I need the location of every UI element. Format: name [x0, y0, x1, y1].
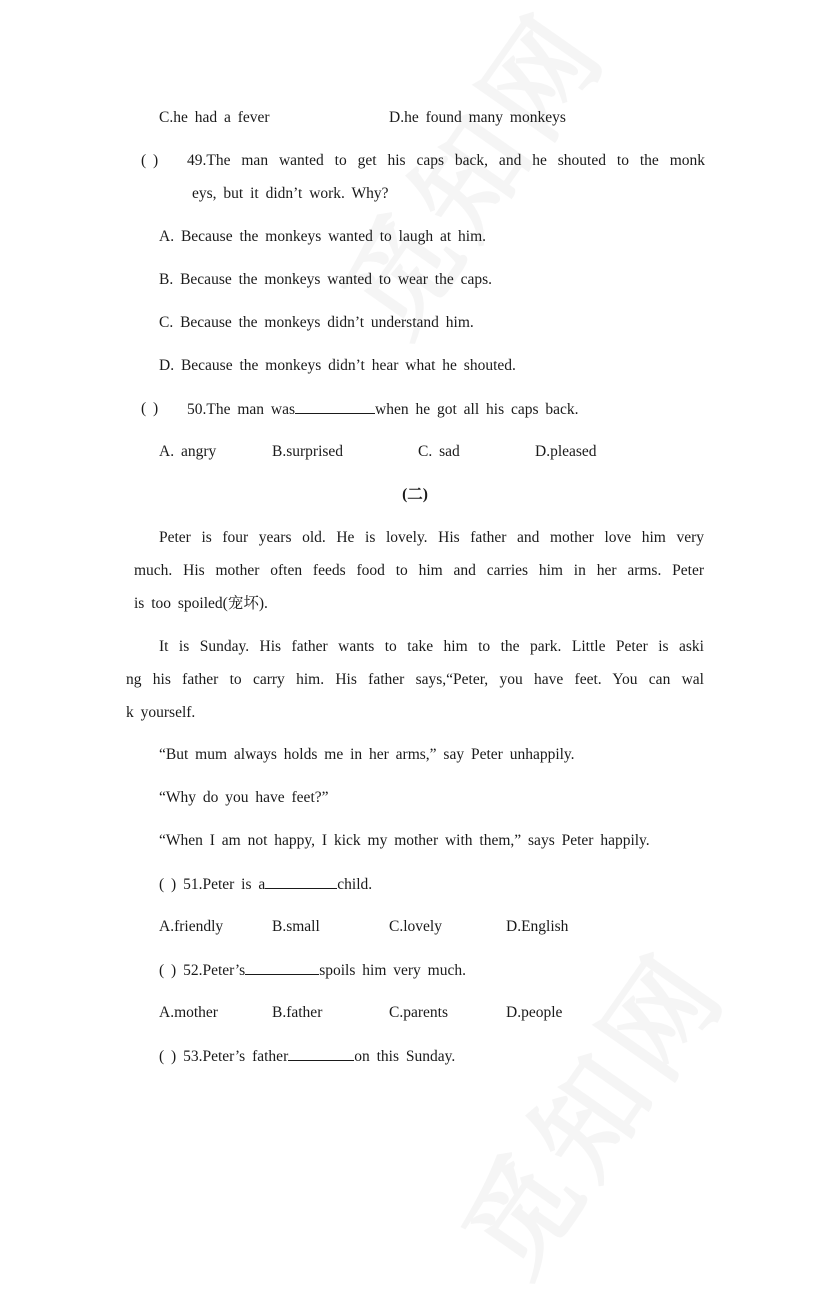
- q48-option-d: D.he found many monkeys: [389, 109, 566, 126]
- q53-paren: ( ): [159, 1048, 177, 1065]
- q53-answer-blank[interactable]: [288, 1046, 354, 1061]
- q51-stem: [159, 874, 372, 895]
- q52-stem-before: 52.Peter’s: [183, 962, 246, 979]
- q50-option-b: B.surprised: [272, 443, 344, 460]
- q51-option-c: C.lovely: [389, 918, 442, 935]
- q53-stem-before: 53.Peter’s father: [183, 1048, 289, 1065]
- passage-p1-line3: is too spoiled(宠坏).: [134, 595, 268, 612]
- q50-stem-before: 50.The man was: [187, 401, 296, 418]
- q50-option-d: D.pleased: [535, 443, 597, 460]
- q50-paren: ( ): [141, 400, 159, 417]
- q51-option-d: D.English: [506, 918, 569, 935]
- q53-stem: [159, 1046, 455, 1067]
- passage-p1-line2: much. His mother often feeds food to him and carries him in her arms. Peter: [134, 562, 704, 579]
- q51-stem-after: child.: [337, 876, 373, 893]
- passage-p2-line1: It is Sunday. His father wants to take him to the park. Little Peter is aski: [159, 638, 704, 655]
- passage-p1-line1: Peter is four years old. He is lovely. His father and mother love him very: [159, 529, 704, 546]
- q49-stem-line1: 49.The man wanted to get his caps back, and he shouted to the monk: [187, 152, 705, 169]
- q49-option-d: D. Because the monkeys didn’t hear what he shouted.: [159, 357, 516, 374]
- watermark: [420, 915, 756, 1301]
- q52-option-a: A.mother: [159, 1004, 218, 1021]
- q50-option-c: C. sad: [418, 443, 460, 460]
- q51-answer-blank[interactable]: [265, 874, 337, 889]
- q51-stem-before: 51.Peter is a: [183, 876, 266, 893]
- section-heading: (二): [402, 486, 428, 503]
- passage-p2-line2: ng his father to carry him. His father says,“Peter, you have feet. You can wal: [126, 671, 704, 688]
- q52-option-c: C.parents: [389, 1004, 448, 1021]
- passage-p5: “When I am not happy, I kick my mother with them,” says Peter happily.: [159, 832, 650, 849]
- q48-option-c: C.he had a fever: [159, 109, 270, 126]
- q50-stem-after: when he got all his caps back.: [375, 401, 579, 418]
- q51-paren: ( ): [159, 876, 177, 893]
- q49-option-b: B. Because the monkeys wanted to wear the caps.: [159, 271, 493, 288]
- q52-stem: [159, 960, 466, 981]
- q49-stem-line2: eys, but it didn’t work. Why?: [192, 185, 389, 202]
- q52-option-b: B.father: [272, 1004, 323, 1021]
- q51-option-a: A.friendly: [159, 918, 224, 935]
- q52-paren: ( ): [159, 962, 177, 979]
- q49-option-a: A. Because the monkeys wanted to laugh at him.: [159, 228, 487, 245]
- q49-paren: ( ): [141, 152, 159, 169]
- q50-option-a: A. angry: [159, 443, 217, 460]
- q52-answer-blank[interactable]: [245, 960, 319, 975]
- q50-answer-blank[interactable]: [295, 399, 375, 414]
- q51-option-b: B.small: [272, 918, 320, 935]
- q50-stem: [187, 399, 579, 420]
- passage-p3: “But mum always holds me in her arms,” say Peter unhappily.: [159, 746, 575, 763]
- passage-p4: “Why do you have feet?”: [159, 789, 329, 806]
- passage-p2-line3: k yourself.: [126, 704, 196, 721]
- q52-stem-after: spoils him very much.: [319, 962, 466, 979]
- q52-option-d: D.people: [506, 1004, 563, 1021]
- watermark: [300, 0, 636, 361]
- q49-option-c: C. Because the monkeys didn’t understand him.: [159, 314, 474, 331]
- q53-stem-after: on this Sunday.: [354, 1048, 456, 1065]
